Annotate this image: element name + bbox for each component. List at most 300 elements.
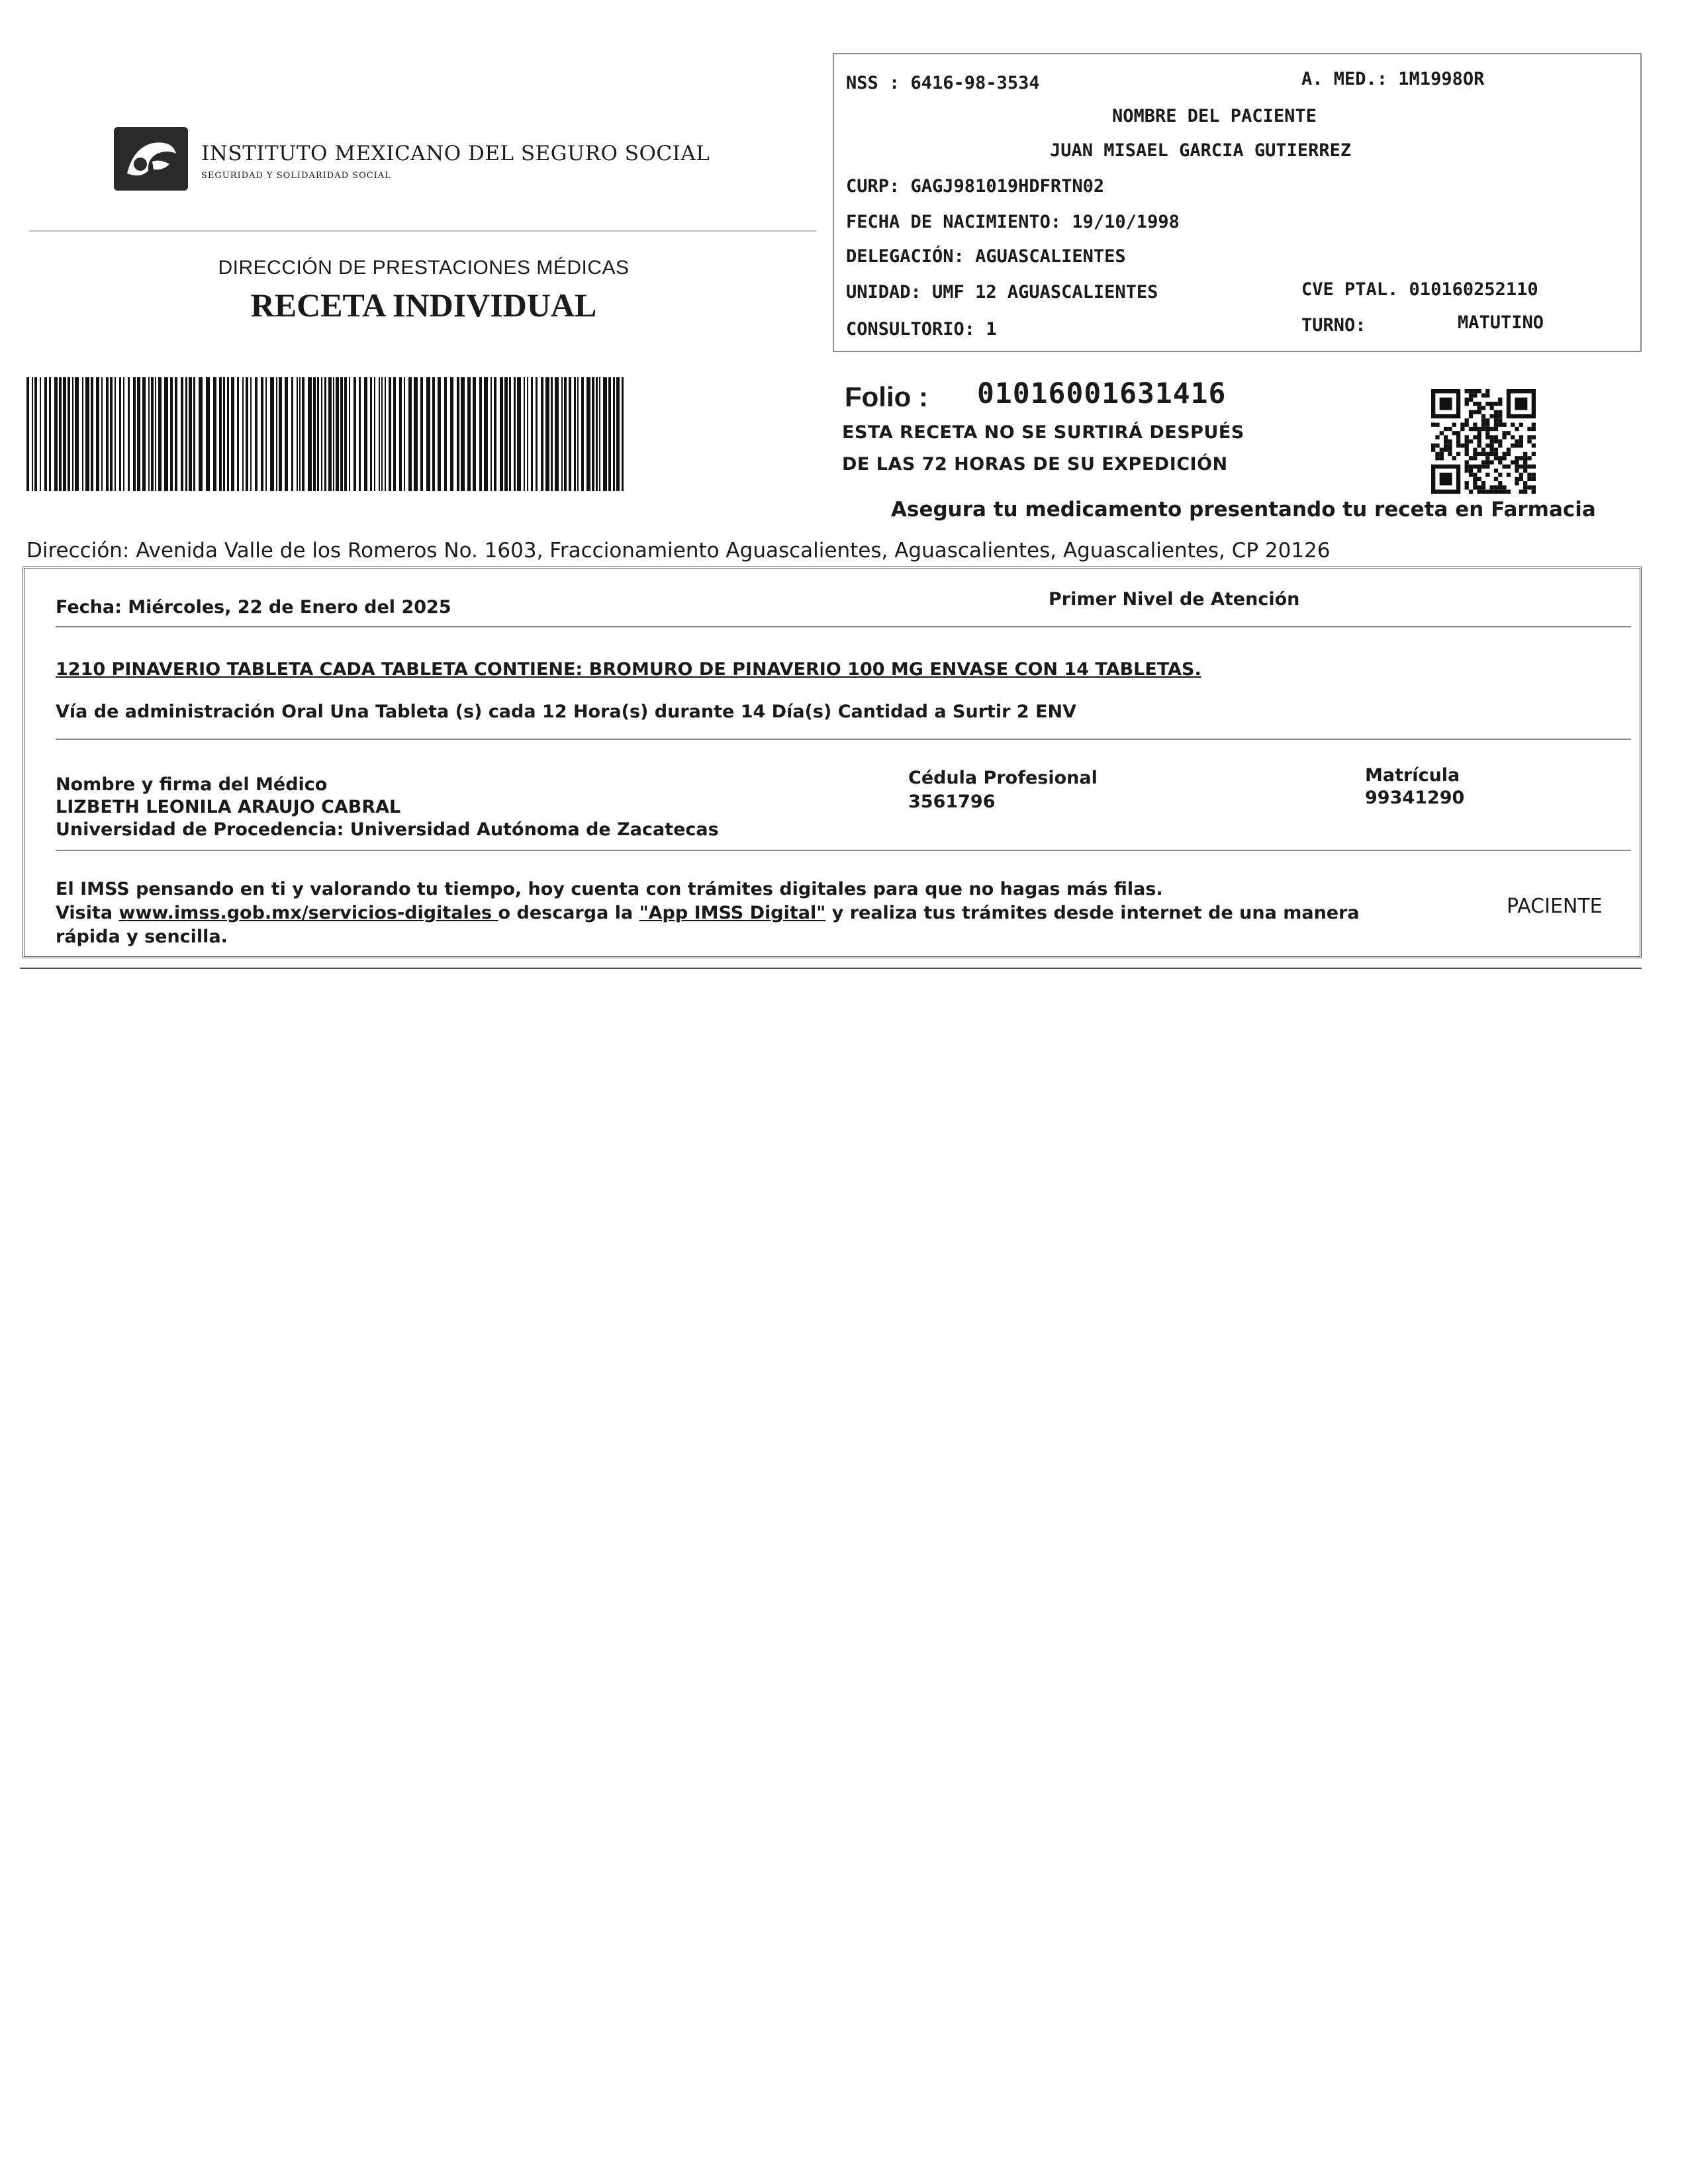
barcode-bar — [101, 377, 103, 491]
qr-module — [1485, 456, 1489, 460]
qr-module — [1494, 452, 1498, 456]
barcode-bar — [54, 377, 58, 491]
barcode-bar — [561, 377, 563, 491]
doctor-label: Nombre y firma del Médico — [56, 774, 328, 795]
barcode-bar — [599, 377, 600, 491]
qr-module — [1532, 473, 1536, 477]
qr-module — [1460, 443, 1464, 447]
qr-module — [1489, 452, 1493, 456]
barcode-bar — [622, 377, 624, 491]
qr-module — [1469, 427, 1473, 431]
barcode-bar — [364, 377, 367, 491]
barcode-bar — [479, 377, 482, 491]
qr-module — [1465, 435, 1469, 439]
barcode-bar — [59, 377, 62, 491]
barcode-bar — [308, 377, 312, 491]
barcode-bar — [155, 377, 156, 491]
qr-module — [1473, 477, 1477, 481]
barcode-bar — [616, 377, 620, 491]
qr-module — [1485, 443, 1489, 447]
qr-module — [1494, 414, 1498, 418]
qr-module — [1435, 443, 1439, 447]
qr-module — [1473, 389, 1477, 393]
barcode-bar — [581, 377, 584, 491]
qr-module — [1452, 423, 1456, 427]
barcode-bar — [68, 377, 70, 491]
qr-module — [1507, 452, 1511, 456]
qr-module — [1456, 431, 1460, 435]
qr-module — [1460, 423, 1464, 427]
qr-module — [1481, 406, 1485, 410]
copy-label: PACIENTE — [1507, 895, 1603, 918]
barcode-bar — [517, 377, 521, 491]
qr-module — [1489, 460, 1493, 464]
barcode-bar — [344, 377, 347, 491]
qr-module — [1473, 427, 1477, 431]
qr-module — [1489, 406, 1493, 410]
qr-module — [1448, 452, 1452, 456]
patient-name-label: NOMBRE DEL PACIENTE — [1112, 106, 1317, 126]
qr-module — [1519, 473, 1523, 477]
qr-module — [1515, 456, 1519, 460]
qr-module — [1502, 431, 1506, 435]
qr-module — [1489, 427, 1493, 431]
birth-date: FECHA DE NACIMIENTO: 19/10/1998 — [846, 212, 1180, 232]
qr-module — [1507, 490, 1511, 494]
barcode-bar — [541, 377, 543, 491]
barcode-bar — [227, 377, 229, 491]
qr-module — [1481, 423, 1485, 427]
qr-module — [1494, 435, 1498, 439]
barcode-bar — [265, 377, 267, 491]
qr-module — [1477, 402, 1481, 406]
qr-module — [1523, 485, 1527, 489]
qr-module — [1485, 465, 1489, 469]
barcode-bar — [270, 377, 274, 491]
barcode-bar — [213, 377, 216, 491]
qr-module — [1473, 465, 1477, 469]
qr-module — [1456, 443, 1460, 447]
qr-finder — [1440, 473, 1452, 485]
barcode-bar — [414, 377, 418, 491]
qr-module — [1494, 447, 1498, 451]
department-name: DIRECCIÓN DE PRESTACIONES MÉDICAS — [218, 257, 630, 279]
qr-module — [1477, 406, 1481, 410]
barcode-bar — [586, 377, 590, 491]
barcode-bar — [34, 377, 37, 491]
qr-module — [1523, 469, 1527, 473]
qr-module — [1502, 490, 1506, 494]
barcode-bar — [324, 377, 326, 491]
qr-module — [1519, 490, 1523, 494]
barcode-bar — [255, 377, 258, 491]
qr-module — [1489, 490, 1493, 494]
barcode-bar — [349, 377, 350, 491]
digital-services-text: El IMSS pensando en ti y valorando tu tiempo, hoy cuenta con trámites digitales para que no hagas más filas. — [56, 879, 1163, 899]
digital-services-line3: rápida y sencilla. — [56, 927, 228, 947]
institution-motto: SEGURIDAD Y SOLIDARIDAD SOCIAL — [201, 171, 391, 181]
barcode-bar — [536, 377, 538, 491]
matricula-number: 99341290 — [1365, 788, 1465, 808]
barcode-bar — [524, 377, 525, 491]
qr-module — [1523, 481, 1527, 485]
qr-module — [1527, 427, 1531, 431]
barcode-bar — [564, 377, 567, 491]
qr-module — [1523, 456, 1527, 460]
qr-module — [1523, 460, 1527, 464]
qr-module — [1477, 439, 1481, 443]
qr-module — [1465, 443, 1469, 447]
qr-module — [1498, 456, 1502, 460]
barcode-bar — [457, 377, 459, 491]
barcode — [26, 377, 628, 491]
barcode-bar — [432, 377, 435, 491]
qr-module — [1440, 431, 1444, 435]
qr-module — [1469, 393, 1473, 397]
qr-module — [1473, 423, 1477, 427]
qr-module — [1481, 393, 1485, 397]
expiry-warning-2: DE LAS 72 HORAS DE SU EXPEDICIÓN — [842, 454, 1228, 475]
digital-services-line2 — [56, 903, 1360, 923]
qr-module — [1498, 473, 1502, 477]
qr-module — [1452, 431, 1456, 435]
qr-module — [1494, 456, 1498, 460]
qr-module — [1481, 490, 1485, 494]
qr-module — [1494, 402, 1498, 406]
qr-module — [1469, 473, 1473, 477]
barcode-bar — [461, 377, 465, 491]
qr-module — [1465, 439, 1469, 443]
qr-module — [1448, 427, 1452, 431]
qr-module — [1498, 485, 1502, 489]
cedula-number: 3561796 — [908, 792, 996, 812]
qr-module — [1494, 427, 1498, 431]
barcode-bar — [242, 377, 244, 491]
barcode-bar — [75, 377, 79, 491]
qr-module — [1532, 427, 1536, 431]
barcode-bar — [158, 377, 162, 491]
qr-module — [1473, 402, 1477, 406]
qr-module — [1485, 389, 1489, 393]
qr-module — [1469, 398, 1473, 402]
divider — [56, 850, 1631, 851]
barcode-bar — [408, 377, 412, 491]
barcode-bar — [336, 377, 339, 491]
barcode-bar — [85, 377, 89, 491]
barcode-bar — [63, 377, 66, 491]
qr-module — [1498, 439, 1502, 443]
qr-module — [1477, 435, 1481, 439]
qr-module — [1485, 418, 1489, 422]
delegacion: DELEGACIÓN: AGUASCALIENTES — [846, 246, 1126, 267]
barcode-bar — [193, 377, 195, 491]
barcode-bar — [128, 377, 130, 491]
qr-module — [1498, 423, 1502, 427]
qr-module — [1473, 447, 1477, 451]
barcode-bar — [137, 377, 140, 491]
matricula-label: Matrícula — [1365, 765, 1460, 786]
qr-module — [1469, 490, 1473, 494]
folio-number: 01016001631416 — [977, 377, 1227, 410]
barcode-bar — [219, 377, 222, 491]
barcode-bar — [374, 377, 375, 491]
patient-name: JUAN MISAEL GARCIA GUTIERREZ — [1050, 140, 1352, 161]
barcode-bar — [491, 377, 492, 491]
barcode-bar — [608, 377, 611, 491]
barcode-bar — [555, 377, 559, 491]
qr-module — [1519, 465, 1523, 469]
barcode-bar — [317, 377, 319, 491]
barcode-bar — [399, 377, 402, 491]
imss-link[interactable]: www.imss.gob.mx/servicios-digitales — [118, 903, 498, 923]
qr-module — [1489, 485, 1493, 489]
qr-module — [1532, 485, 1536, 489]
qr-module — [1507, 465, 1511, 469]
qr-module — [1511, 435, 1515, 439]
qr-module — [1532, 443, 1536, 447]
qr-module — [1485, 427, 1489, 431]
qr-module — [1477, 427, 1481, 431]
qr-module — [1465, 452, 1469, 456]
qr-module — [1519, 439, 1523, 443]
barcode-bar — [181, 377, 183, 491]
qr-module — [1440, 452, 1444, 456]
barcode-bar — [72, 377, 73, 491]
qr-module — [1494, 469, 1498, 473]
qr-module — [1465, 447, 1469, 451]
qr-module — [1444, 439, 1448, 443]
barcode-bar — [438, 377, 441, 491]
qr-module — [1489, 443, 1493, 447]
qr-module — [1532, 490, 1536, 494]
qr-module — [1473, 452, 1477, 456]
qr-module — [1515, 460, 1519, 464]
qr-module — [1515, 469, 1519, 473]
qr-module — [1465, 481, 1469, 485]
qr-module — [1440, 456, 1444, 460]
qr-module — [1477, 452, 1481, 456]
barcode-bar — [185, 377, 187, 491]
barcode-bar — [531, 377, 533, 491]
barcode-bar — [545, 377, 549, 491]
qr-module — [1494, 490, 1498, 494]
barcode-bar — [551, 377, 553, 491]
qr-module — [1465, 485, 1469, 489]
qr-module — [1481, 465, 1485, 469]
pharmacy-notice: Asegura tu medicamento presentando tu receta en Farmacia — [891, 498, 1596, 522]
qr-module — [1435, 456, 1439, 460]
barcode-bar — [385, 377, 386, 491]
barcode-bar — [444, 377, 447, 491]
qr-module — [1494, 485, 1498, 489]
visit-text: Visita — [56, 903, 113, 923]
barcode-bar — [96, 377, 99, 491]
barcode-bar — [279, 377, 282, 491]
qr-module — [1481, 481, 1485, 485]
barcode-bar — [123, 377, 124, 491]
barcode-bar — [527, 377, 528, 491]
divider — [29, 230, 817, 232]
nss: NSS : 6416-98-3534 — [846, 73, 1040, 93]
qr-module — [1519, 443, 1523, 447]
barcode-bar — [26, 377, 29, 491]
barcode-bar — [299, 377, 301, 491]
qr-module — [1452, 456, 1456, 460]
qr-module — [1502, 485, 1506, 489]
care-level: Primer Nivel de Atención — [1049, 589, 1300, 610]
barcode-bar — [231, 377, 234, 491]
qr-module — [1465, 460, 1469, 464]
qr-module — [1481, 452, 1485, 456]
qr-module — [1494, 477, 1498, 481]
qr-module — [1532, 452, 1536, 456]
qr-module — [1515, 481, 1519, 485]
qr-module — [1473, 485, 1477, 489]
barcode-bar — [40, 377, 41, 491]
barcode-bar — [353, 377, 356, 491]
barcode-bar — [467, 377, 471, 491]
qr-module — [1477, 477, 1481, 481]
qr-module — [1485, 460, 1489, 464]
qr-module — [1473, 473, 1477, 477]
qr-module — [1502, 456, 1506, 460]
barcode-bar — [237, 377, 239, 491]
barcode-bar — [276, 377, 277, 491]
qr-module — [1477, 389, 1481, 393]
qr-module — [1465, 389, 1469, 393]
barcode-bar — [328, 377, 332, 491]
barcode-bar — [426, 377, 430, 491]
qr-module — [1477, 443, 1481, 447]
qr-module — [1494, 410, 1498, 414]
qr-module — [1444, 435, 1448, 439]
qr-module — [1435, 452, 1439, 456]
barcode-bar — [91, 377, 93, 491]
barcode-bar — [44, 377, 47, 491]
qr-module — [1494, 423, 1498, 427]
a-med: A. MED.: 1M1998OR — [1301, 69, 1485, 89]
qr-module — [1498, 443, 1502, 447]
barcode-bar — [596, 377, 598, 491]
barcode-bar — [106, 377, 109, 491]
barcode-bar — [340, 377, 343, 491]
qr-module — [1481, 427, 1485, 431]
qr-module — [1440, 447, 1444, 451]
qr-module — [1527, 473, 1531, 477]
qr-module — [1477, 490, 1481, 494]
barcode-bar — [420, 377, 423, 491]
unidad: UNIDAD: UMF 12 AGUASCALIENTES — [846, 282, 1158, 302]
qr-module — [1448, 447, 1452, 451]
doctor-name: LIZBETH LEONILA ARAUJO CABRAL — [56, 797, 401, 817]
qr-module — [1507, 447, 1511, 451]
qr-module — [1485, 452, 1489, 456]
qr-module — [1456, 452, 1460, 456]
qr-module — [1498, 460, 1502, 464]
consultorio: CONSULTORIO: 1 — [846, 319, 997, 340]
divider — [20, 968, 1642, 969]
qr-module — [1532, 465, 1536, 469]
qr-module — [1477, 485, 1481, 489]
institution-name: INSTITUTO MEXICANO DEL SEGURO SOCIAL — [201, 142, 710, 165]
qr-module — [1519, 423, 1523, 427]
cedula-label: Cédula Profesional — [908, 768, 1098, 788]
barcode-bar — [514, 377, 516, 491]
qr-module — [1527, 439, 1531, 443]
barcode-bar — [359, 377, 361, 491]
qr-module — [1465, 465, 1469, 469]
qr-module — [1507, 473, 1511, 477]
qr-module — [1444, 443, 1448, 447]
qr-module — [1473, 481, 1477, 485]
qr-finder — [1515, 398, 1527, 410]
qr-module — [1469, 456, 1473, 460]
qr-module — [1469, 389, 1473, 393]
qr-module — [1489, 402, 1493, 406]
qr-module — [1498, 402, 1502, 406]
divider — [56, 739, 1631, 740]
barcode-bar — [189, 377, 192, 491]
barcode-bar — [297, 377, 298, 491]
barcode-bar — [381, 377, 383, 491]
barcode-bar — [379, 377, 380, 491]
document-title: RECETA INDIVIDUAL — [250, 287, 597, 324]
qr-module — [1444, 447, 1448, 451]
qr-module — [1473, 393, 1477, 397]
qr-module — [1489, 435, 1493, 439]
qr-module — [1469, 439, 1473, 443]
barcode-bar — [569, 377, 571, 491]
qr-module — [1494, 418, 1498, 422]
barcode-bar — [119, 377, 121, 491]
qr-module — [1532, 477, 1536, 481]
qr-module — [1481, 460, 1485, 464]
qr-module — [1498, 414, 1502, 418]
barcode-bar — [592, 377, 594, 491]
divider — [56, 626, 1631, 627]
barcode-bar — [577, 377, 579, 491]
qr-module — [1515, 465, 1519, 469]
barcode-bar — [473, 377, 476, 491]
qr-module — [1523, 465, 1527, 469]
qr-module — [1485, 435, 1489, 439]
qr-module — [1485, 473, 1489, 477]
qr-module — [1502, 465, 1506, 469]
qr-module — [1481, 418, 1485, 422]
qr-module — [1481, 485, 1485, 489]
barcode-bar — [509, 377, 511, 491]
barcode-bar — [115, 377, 116, 491]
qr-module — [1469, 469, 1473, 473]
curp: CURP: GAGJ981019HDFRTN02 — [846, 176, 1105, 197]
qr-module — [1527, 485, 1531, 489]
qr-module — [1489, 447, 1493, 451]
barcode-bar — [151, 377, 154, 491]
qr-module — [1473, 410, 1477, 414]
barcode-bar — [603, 377, 607, 491]
barcode-bar — [164, 377, 168, 491]
folio-label: Folio : — [845, 381, 928, 412]
qr-code — [1431, 389, 1536, 494]
qr-module — [1481, 447, 1485, 451]
barcode-bar — [32, 377, 33, 491]
app-link[interactable]: "App IMSS Digital" — [639, 903, 826, 923]
qr-module — [1498, 410, 1502, 414]
turno-label: TURNO: — [1301, 315, 1366, 336]
qr-module — [1532, 435, 1536, 439]
qr-module — [1456, 435, 1460, 439]
barcode-bar — [333, 377, 334, 491]
